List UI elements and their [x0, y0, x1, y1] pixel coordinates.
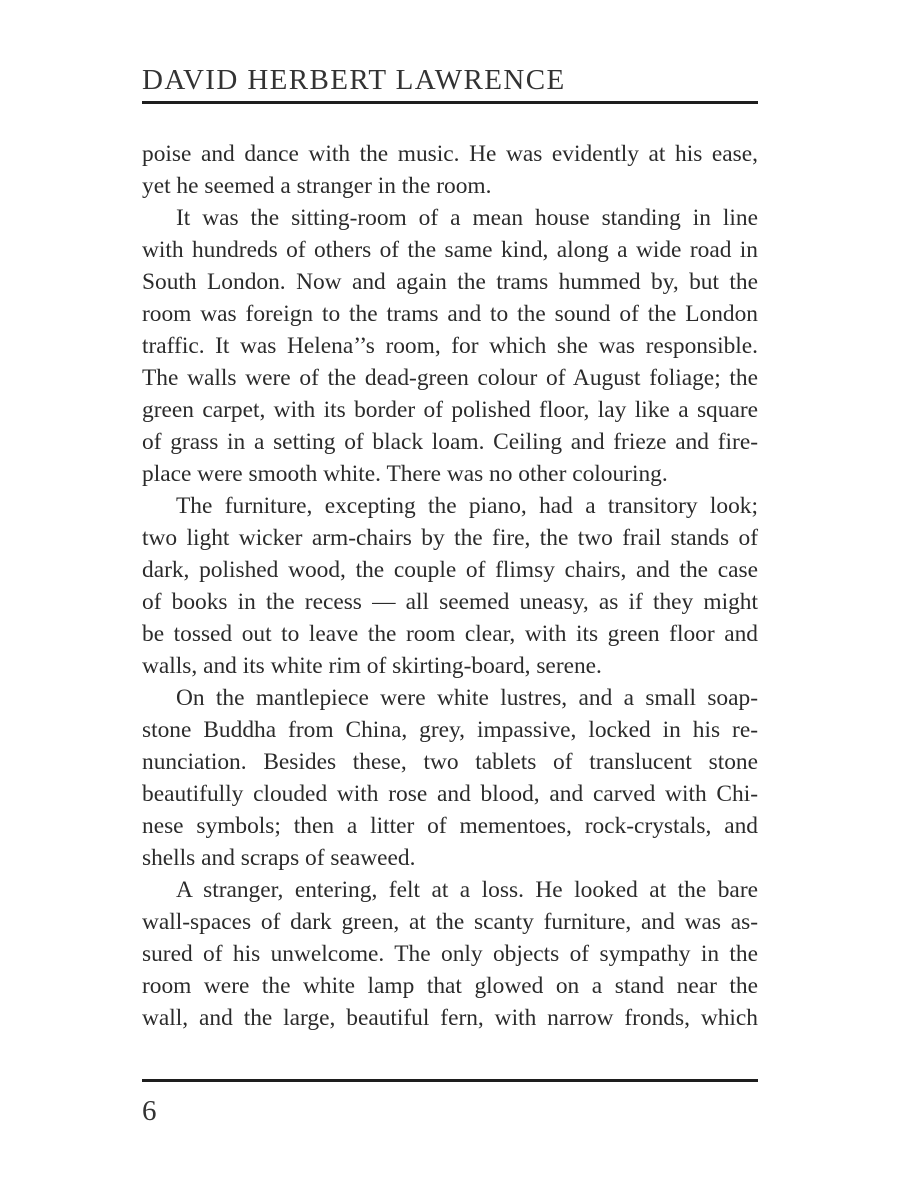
- text-line: On the mantlepiece were white lustres, and a small soap-: [176, 685, 758, 711]
- text-line: of books in the recess — all seemed uneasy, as if they might: [142, 589, 758, 615]
- text-line: The furniture, excepting the piano, had a transitory look;: [176, 493, 758, 519]
- text-line: wall-spaces of dark green, at the scanty furniture, and was as-: [142, 909, 758, 935]
- text-line: South London. Now and again the trams hummed by, but the: [142, 269, 758, 295]
- footer-rule: [142, 1079, 758, 1082]
- text-line: dark, polished wood, the couple of flimsy chairs, and the case: [142, 557, 758, 583]
- text-line: The walls were of the dead-green colour of August foliage; the: [142, 365, 758, 391]
- text-line: with hundreds of others of the same kind, along a wide road in: [142, 237, 758, 263]
- text-line: of grass in a setting of black loam. Ceiling and frieze and fire-: [142, 429, 758, 455]
- header-rule: [142, 101, 758, 104]
- text-line: traffic. It was Helena’’s room, for which she was responsible.: [142, 333, 758, 359]
- text-line: shells and scraps of seaweed.: [142, 845, 416, 871]
- text-line: two light wicker arm-chairs by the fire, the two frail stands of: [142, 525, 758, 551]
- text-line: stone Buddha from China, grey, impassive, locked in his re-: [142, 717, 758, 743]
- text-line: beautifully clouded with rose and blood, and carved with Chi-: [142, 781, 758, 807]
- text-line: room was foreign to the trams and to the sound of the London: [142, 301, 758, 327]
- text-line: poise and dance with the music. He was evidently at his ease,: [142, 141, 758, 167]
- body-text: [142, 138, 758, 1034]
- text-line: green carpet, with its border of polished floor, lay like a square: [142, 397, 758, 423]
- page-number: 6: [142, 1095, 157, 1127]
- text-line: nunciation. Besides these, two tablets of translucent stone: [142, 749, 758, 775]
- text-line: sured of his unwelcome. The only objects of sympathy in the: [142, 941, 758, 967]
- text-line: place were smooth white. There was no other colouring.: [142, 461, 668, 487]
- text-line: It was the sitting-room of a mean house standing in line: [176, 205, 758, 231]
- text-line: A stranger, entering, felt at a loss. He looked at the bare: [176, 877, 758, 903]
- text-line: nese symbols; then a litter of mementoes, rock-crystals, and: [142, 813, 758, 839]
- text-line: yet he seemed a stranger in the room.: [142, 173, 492, 199]
- text-line: room were the white lamp that glowed on a stand near the: [142, 973, 758, 999]
- running-head: DAVID HERBERT LAWRENCE: [142, 64, 566, 96]
- text-line: be tossed out to leave the room clear, with its green floor and: [142, 621, 758, 647]
- text-line: walls, and its white rim of skirting-board, serene.: [142, 653, 602, 679]
- text-line: wall, and the large, beautiful fern, with narrow fronds, which: [142, 1005, 758, 1031]
